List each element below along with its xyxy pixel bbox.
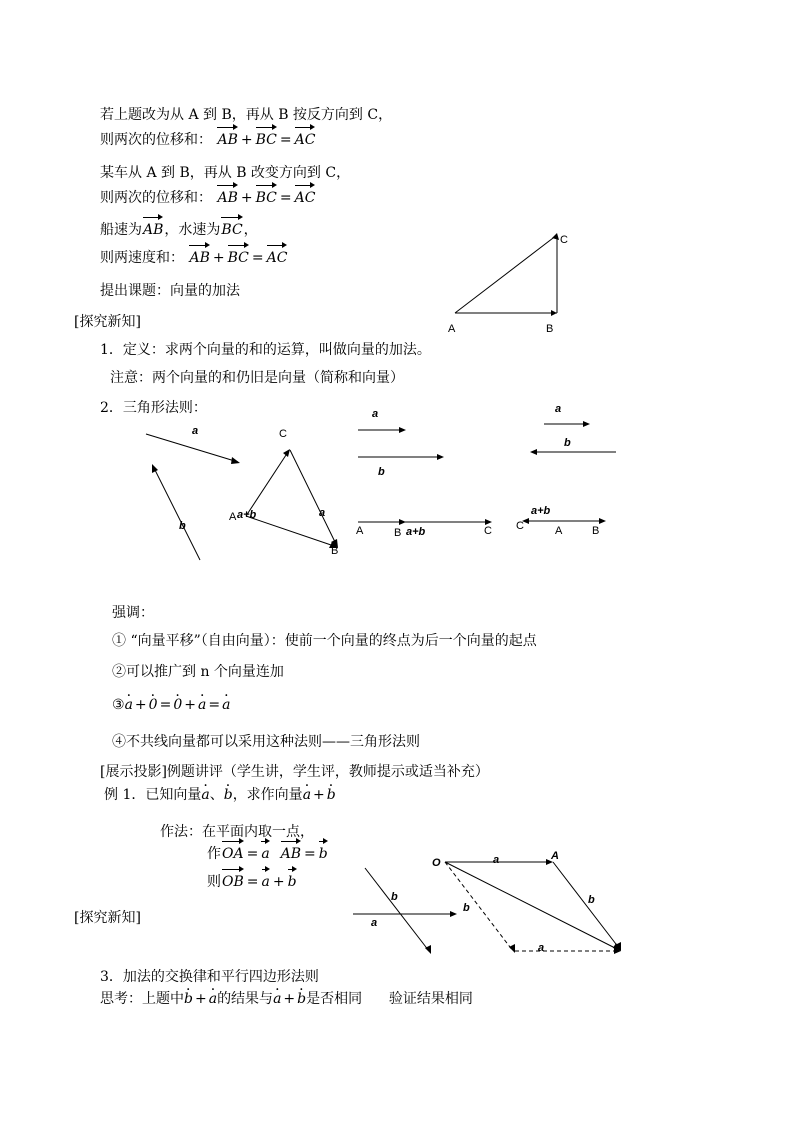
label-a: a <box>371 917 378 929</box>
vector-bc: BC <box>256 182 277 207</box>
method-line-3 <box>207 866 298 891</box>
vector-zero: 0 · <box>173 696 182 714</box>
right-triangle-figure <box>440 225 580 340</box>
equals-sign: = <box>279 190 292 206</box>
plus-sign: + <box>134 697 147 713</box>
text-span: ，求作向量 <box>232 787 303 803</box>
emphasis-item-1: ① “向量平移”（自由向量）：使前一个向量的终点为后一个向量的起点 <box>112 633 537 649</box>
vector-ac: AC <box>267 242 288 267</box>
plus-sign: + <box>212 250 225 266</box>
plus-sign: + <box>240 132 253 148</box>
label-a: a <box>493 854 500 866</box>
vector-a: a · <box>303 786 311 804</box>
vector-b: b · <box>327 786 336 804</box>
equals-sign: = <box>279 132 292 148</box>
text-span: 思考：上题中 <box>100 991 184 1007</box>
plus-sign: + <box>272 874 285 890</box>
vector-b: b <box>319 838 328 863</box>
vector-ac: AC <box>295 124 316 149</box>
example-line <box>104 786 336 804</box>
plus-sign: + <box>313 787 325 803</box>
label-c-point: C <box>560 234 568 246</box>
label-c-point: C <box>279 428 287 440</box>
vector-b: b <box>288 866 297 891</box>
method-line-1: 作法：在平面内取一点， <box>160 824 314 840</box>
text-prefix: 则两次的位移和： <box>100 190 212 206</box>
label-b: b <box>564 437 571 449</box>
equals-sign: = <box>304 846 316 862</box>
formula-line <box>100 242 288 267</box>
collinear-same-direction-figure <box>350 400 510 550</box>
topic-line: 提出课题：向量的加法 <box>100 283 240 299</box>
label-b-point: B <box>546 323 554 335</box>
label-aplusb: a+b <box>406 526 426 538</box>
vector-ab: AB <box>217 124 237 149</box>
section-heading: [探究新知] <box>74 314 141 330</box>
emphasis-title: 强调： <box>112 605 154 621</box>
section-heading: [探究新知] <box>74 910 141 926</box>
label-a-point: A <box>229 511 237 523</box>
projection-line: [展示投影]例题讲评（学生讲，学生评，教师提示或适当补充） <box>100 764 489 780</box>
label-c-point: C <box>484 525 492 537</box>
vector-b: b · <box>224 786 233 804</box>
label-a: a <box>555 403 562 415</box>
plus-sign: + <box>283 991 296 1007</box>
text-span: 、 <box>209 787 224 803</box>
vector-ac: AC <box>295 182 316 207</box>
formula-line <box>100 182 316 207</box>
equals-sign: = <box>208 697 221 713</box>
note-line: 注意：两个向量的和仍旧是向量（简称和向量） <box>110 370 404 386</box>
equals-sign: = <box>246 846 259 862</box>
label-b: b <box>391 891 398 903</box>
text-span: 是否相同 <box>306 991 363 1007</box>
label-aplusb: a+b <box>237 509 257 521</box>
triangle-rule-line: 2．三角形法则： <box>100 400 207 416</box>
label-a-point: A <box>356 525 364 537</box>
equals-sign: = <box>251 250 264 266</box>
label-c-point: C <box>516 520 524 532</box>
text-line: 某车从 A 到 B，再从 B 改变方向到 C， <box>100 165 351 181</box>
text-line: 若上题改为从 A 到 B，再从 B 按反方向到 C， <box>100 107 393 123</box>
label-b-point: B <box>331 545 339 557</box>
text-span: 作 <box>207 846 221 862</box>
text-span: 则 <box>207 874 221 890</box>
vector-b: b · <box>297 990 306 1008</box>
vector-ab: AB <box>217 182 237 207</box>
vector-b: b · <box>184 990 193 1008</box>
text-span: ，水速为 <box>164 222 221 238</box>
emphasis-item-4: ④不共线向量都可以采用这种法则——三角形法则 <box>112 734 420 750</box>
label-a: a <box>319 507 326 519</box>
formula-line <box>100 124 316 149</box>
vector-water: BC <box>221 214 242 239</box>
triangle-rule-figure <box>140 420 360 570</box>
label-b: b <box>588 894 595 906</box>
parallelogram-figure <box>425 845 635 965</box>
label-b: b <box>179 520 186 532</box>
text-span: 例 1．已知向量 <box>104 787 202 803</box>
vector-a: a · <box>273 990 281 1008</box>
emphasis-item-2: ②可以推广到 n 个向量连加 <box>112 664 284 680</box>
verify-text: 验证结果相同 <box>388 991 473 1007</box>
vector-a: a · <box>201 786 209 804</box>
vector-ob: OB <box>222 866 244 891</box>
text-line <box>100 214 258 239</box>
equals-sign: = <box>159 697 172 713</box>
plus-sign: + <box>194 991 207 1007</box>
method-line-2 <box>207 838 329 863</box>
text-prefix: 则两次的位移和： <box>100 132 212 148</box>
collinear-opposite-direction-figure <box>510 400 630 550</box>
label-o-point: O <box>432 857 441 869</box>
emphasis-item-3 <box>112 696 230 714</box>
label-a: a <box>192 425 199 437</box>
label-a-point: A <box>555 525 563 537</box>
vector-oa: OA <box>222 838 244 863</box>
item-number: ③ <box>112 697 125 713</box>
label-b-point: B <box>394 527 402 539</box>
definition-line: 1．定义：求两个向量的和的运算，叫做向量的加法。 <box>100 342 431 358</box>
label-a-point: A <box>448 323 456 335</box>
label-a: a <box>538 942 545 954</box>
label-b: b <box>463 902 470 914</box>
vector-a: a · <box>125 696 133 714</box>
label-a: a <box>372 408 379 420</box>
vector-bc: BC <box>228 242 249 267</box>
vector-a: a · <box>222 696 230 714</box>
vector-zero: 0 · <box>149 696 158 714</box>
vector-bc: BC <box>256 124 277 149</box>
label-b-point: B <box>592 525 600 537</box>
equals-sign: = <box>246 874 259 890</box>
vector-a: a · <box>198 696 206 714</box>
plus-sign: + <box>240 190 253 206</box>
text-prefix: 则两速度和： <box>100 250 184 266</box>
vector-ship: AB <box>143 214 163 239</box>
commutative-law-line: 3．加法的交换律和平行四边形法则 <box>100 969 319 985</box>
label-a-point: A <box>551 850 559 862</box>
vector-a: a <box>261 838 269 863</box>
vector-ab: AB <box>281 838 301 863</box>
label-aplusb: a+b <box>531 505 551 517</box>
vector-a: a <box>262 866 270 891</box>
text-span: ， <box>243 222 258 238</box>
think-line <box>100 990 473 1008</box>
vector-a: a · <box>209 990 217 1008</box>
text-span: 的结果与 <box>217 991 274 1007</box>
text-span: 船速为 <box>100 222 142 238</box>
plus-sign: + <box>184 697 196 713</box>
label-b: b <box>378 466 385 478</box>
vector-ab: AB <box>189 242 209 267</box>
